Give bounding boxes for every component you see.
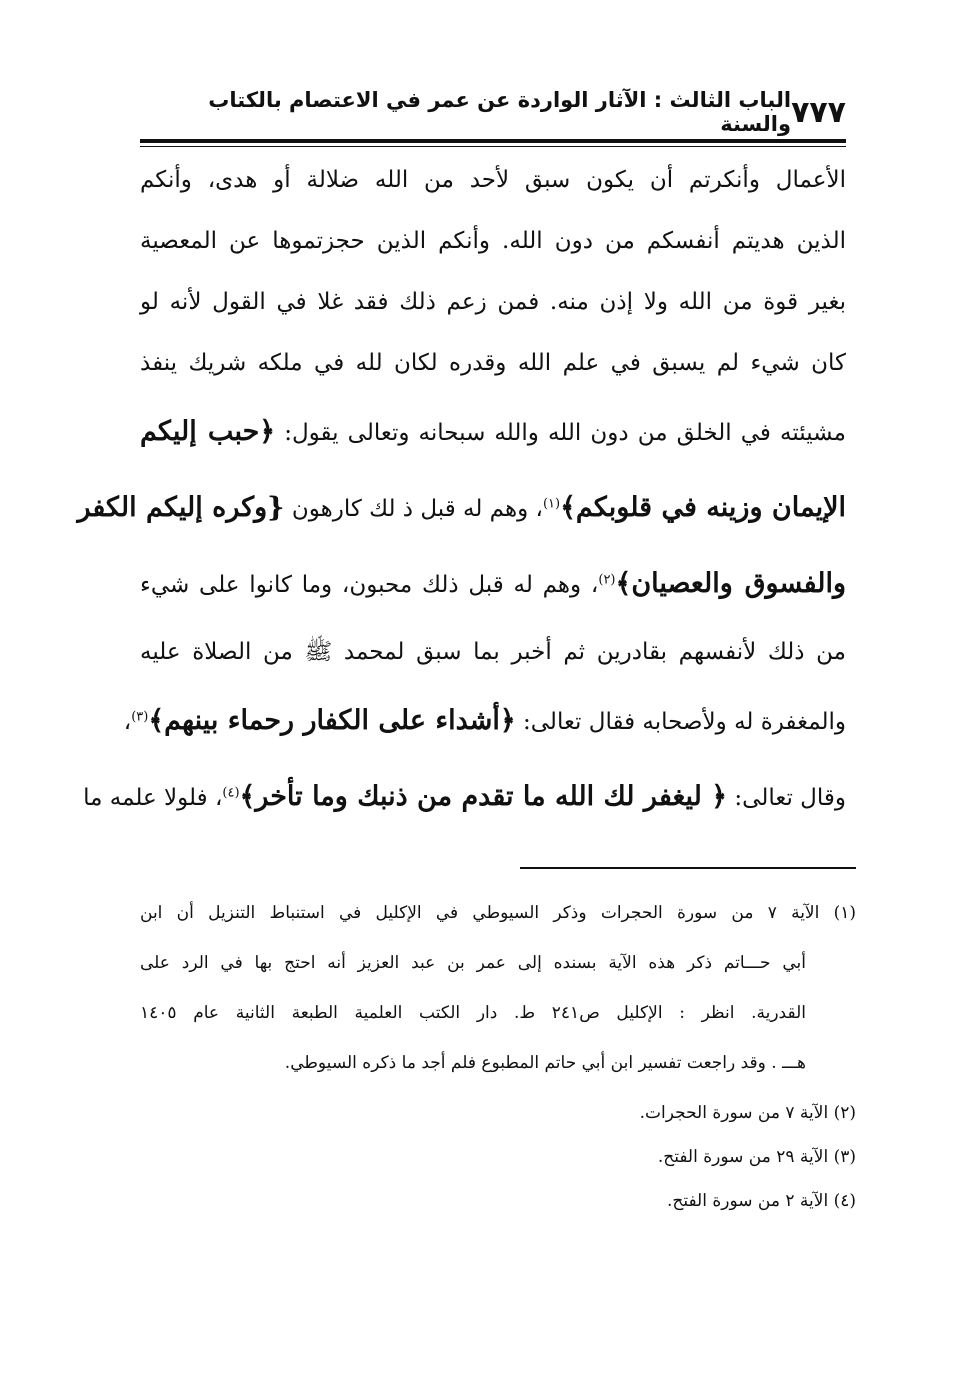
text-line <box>83 759 846 835</box>
quran-verse: ﴿أشداء على الكفار رحماء بينهم﴾ <box>148 705 516 736</box>
text-run: ، فلولا علمه ما <box>83 785 223 811</box>
quran-verse: ﴿حبب إليكم <box>140 416 276 447</box>
footnote-ref: (١) <box>542 496 561 512</box>
quran-verse: {وكره إليكم الكفر <box>77 492 285 523</box>
header-rule <box>140 139 846 143</box>
main-text <box>77 150 847 835</box>
footnote-ref: (٣) <box>131 709 149 725</box>
text-line <box>140 546 846 622</box>
text-run: والمغفرة له ولأصحابه فقال تعالى: <box>523 709 846 735</box>
text-line: من ذلك لأنفسهم بقادرين ثم أخبر بما سبق لمحمد ﷺ من الصلاة عليه <box>140 639 846 665</box>
text-run: مشيئته في الخلق من دون الله والله سبحانه وتعالى يقول: <box>284 420 847 446</box>
footnote-ref: (٤) <box>222 785 240 801</box>
footnote-4: (٤) الآية ٢ من سورة الفتح. <box>666 1191 856 1211</box>
text-line: الأعمال وأنكرتم أن يكون سبق لأحد من الله ضلالة أو هدى، وأنكم <box>140 167 846 193</box>
footnote-ref: (٢) <box>598 572 616 588</box>
footnotes <box>140 890 856 1222</box>
footnote-line: القدرية. انظر : الإكليل ص٢٤١ ط. دار الكتب العلمية الطبعة الثانية عام ١٤٠٥ <box>140 1003 806 1023</box>
footnote-line: (١) الآية ٧ من سورة الحجرات وذكر السيوطي في الإكليل في استنباط التنزيل أن ابن <box>140 903 856 923</box>
text-run: ، وهم له قبل ذ لك كارهون <box>291 496 543 522</box>
text-line: كان شيء لم يسبق في علم الله وقدره لكان لله في ملكه شريك ينفذ <box>140 350 846 376</box>
text-run: ، <box>123 709 132 735</box>
text-line: بغير قوة من الله ولا إذن منه. فمن زعم ذلك فقد غلا في القول لأنه لو <box>140 289 846 315</box>
footnote-3: (٣) الآية ٢٩ من سورة الفتح. <box>657 1147 856 1167</box>
footnote-line: أبي حـــاتم ذكر هذه الآية بسنده إلى عمر بن عبد العزيز أنه احتج بها في الرد على <box>140 953 806 973</box>
text-line <box>77 470 846 546</box>
footnote-separator <box>520 867 856 869</box>
page-header <box>140 88 846 136</box>
footnote-line: هـــ . وقد راجعت تفسير ابن أبي حاتم المطبوع فلم أجد ما ذكره السيوطي. <box>284 1053 806 1073</box>
text-line <box>123 683 846 759</box>
text-run: ، وهم له قبل ذلك محبون، وما كانوا على شيء <box>140 572 599 598</box>
text-line: الذين هديتم أنفسكم من دون الله. وأنكم الذين حجزتموها عن المعصية <box>140 228 846 254</box>
page-number: ٧٧٧ <box>791 94 846 130</box>
quran-verse: ﴿ ليغفر لك الله ما تقدم من ذنبك وما تأخر﴾ <box>239 781 728 812</box>
quran-verse: الإيمان وزينه في قلوبكم﴾ <box>560 492 846 523</box>
quran-verse: والفسوق والعصيان﴾ <box>615 568 846 599</box>
text-run: وقال تعالى: <box>734 785 846 811</box>
header-rule-thin <box>140 146 846 147</box>
footnote-2: (٢) الآية ٧ من سورة الحجرات. <box>639 1103 856 1123</box>
text-line <box>140 394 846 470</box>
running-title: الباب الثالث : الآثار الواردة عن عمر في الاعتصام بالكتاب والسنة <box>208 88 792 136</box>
